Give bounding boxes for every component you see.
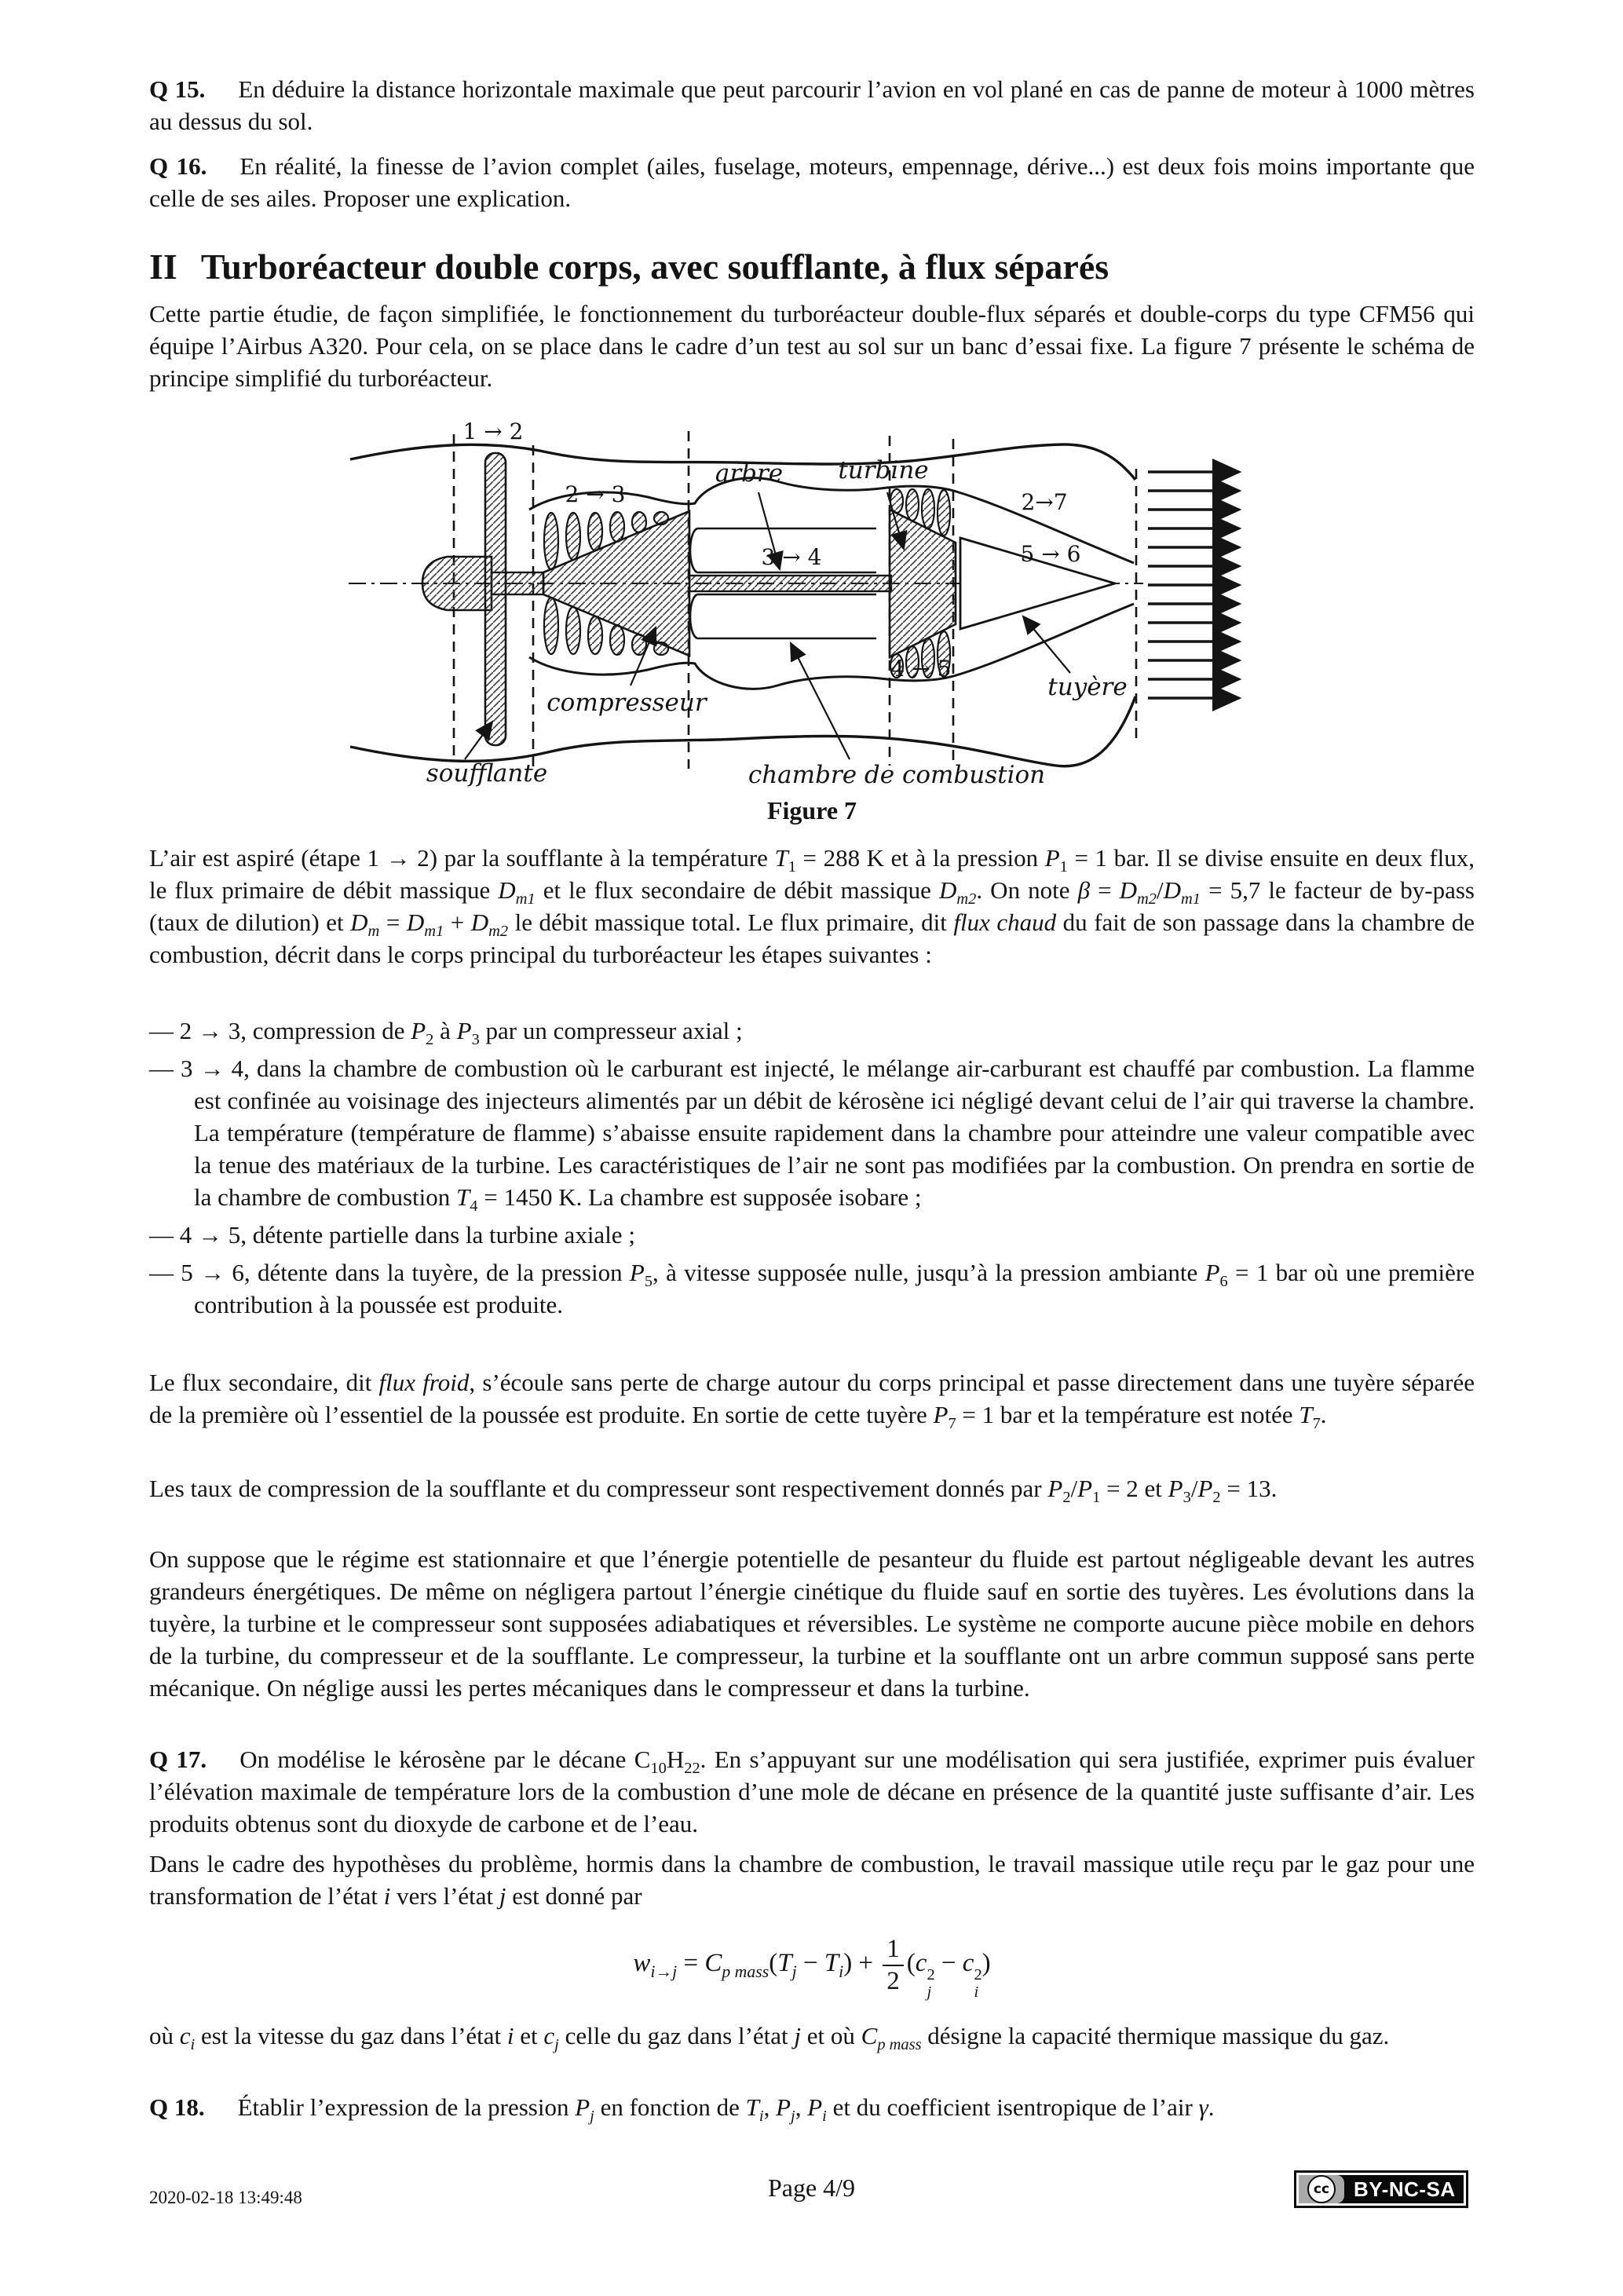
question-16-label: Q 16. bbox=[149, 152, 207, 180]
figure-label-step-2-7: 2→7 bbox=[1021, 489, 1068, 515]
paragraph-hypotheses: Dans le cadre des hypothèses du problème, hormis dans la chambre de combustion, le travail massique utile reçu par le gaz pour une transformation de l’état i vers l’état j est donné par bbox=[149, 1850, 1475, 1910]
figure-label-step-3-4: 3 → 4 bbox=[761, 544, 822, 570]
figure-label-turbine: turbine bbox=[838, 456, 929, 484]
question-17 bbox=[149, 1743, 1475, 1840]
section-heading bbox=[149, 247, 1475, 287]
cc-license-text: BY-NC-SA bbox=[1354, 2177, 1456, 2201]
footer-page-number: Page 4/9 bbox=[767, 2174, 856, 2202]
question-17-text: On modélise le kérosène par le décane $C_{10}H_{22}$. En s’appuyant sur une modélisation qui sera justifiée, exprimer puis évaluer l’élévation maximale de température lors de la combustion d’une mole de décane en présence de la quantité juste suffisante d’air. Les produits obtenus sont du dioxyde de carbone et de l’eau. bbox=[149, 1746, 1475, 1837]
cc-logo-icon: cc bbox=[1307, 2175, 1336, 2203]
question-16 bbox=[149, 150, 1475, 214]
figure-label-step-2-3: 2 → 3 bbox=[565, 481, 626, 507]
figure-label-arbre: arbre bbox=[715, 459, 784, 488]
fan-blade bbox=[485, 453, 506, 745]
cc-logo-panel bbox=[1299, 2175, 1344, 2203]
figure-label-tuyere: tuyère bbox=[1047, 673, 1128, 701]
question-18-text: Établir l’expression de la pression $P_j$ en fonction de $T_i$, $P_j$, $P_i$ et du coefficient isentropique de l’air γ. bbox=[237, 2093, 1215, 2126]
question-17-label: Q 17. bbox=[149, 1746, 207, 1773]
etapes-list bbox=[149, 1015, 1475, 1326]
figure-label-step-4-5: 4 → 5 bbox=[890, 656, 952, 682]
paragraph-air-intake: L’air est aspiré (étape 1 → 2) par la soufflante à la température $T_1 = 288$ K et à la pression $P_1 = 1$ bar. Il se divise ensuite en deux flux, le flux primaire de débit massique $D_{m1}$ et le flux secondaire de débit massique $D_{m2}$. On note $\beta = D_{m2}/D_{m1} = 5,7$ le facteur de by-pass (taux de dilution) et $D_m = D_{m1} + D_{m2}$ le débit massique total. Le flux primaire, dit flux chaud du fait de son passage dans la chambre de combustion, décrit dans le corps principal du turboréacteur les étapes suivantes : bbox=[149, 844, 1475, 968]
question-18 bbox=[149, 2091, 1475, 2126]
section-title: Turboréacteur double corps, avec soufflante, à flux séparés bbox=[200, 247, 1109, 287]
exhaust-flow-arrows bbox=[1148, 472, 1239, 698]
footer-timestamp: 2020-02-18 13:49:48 bbox=[149, 2188, 302, 2207]
section-numeral: II bbox=[149, 247, 177, 287]
list-item-step-3-4: — 3 → 4, dans la chambre de combustion où le carburant est injecté, le mélange air-carburant est chauffé par combustion. La flamme est confinée au voisinage des injecteurs alimentés par un débit de kérosène ici négligé devant celui de l’air qui traverse la chambre. La température (température de flamme) s’abaisse ensuite rapidement dans la chambre pour atteindre une valeur compatible avec la tenue des matériaux de la turbine. Les caractéristiques de l’air ne sont pas modifiées par la combustion. On prendra en sortie de la chambre de combustion $T_4 = 1450$ K. La chambre est supposée isobare ; bbox=[149, 1055, 1475, 1216]
figure-label-soufflante: soufflante bbox=[426, 759, 548, 788]
figure-label-step-1-2: 1 → 2 bbox=[462, 419, 524, 444]
paragraph-flux-froid: Le flux secondaire, dit flux froid, s’écoule sans perte de charge autour du corps principal et passe directement dans une tuyère séparée de la première où l’essentiel de la poussée est produite. En sortie de cette tuyère $P_7 = 1$ bar et la température est notée $T_7$. bbox=[149, 1369, 1475, 1433]
spinner-nose bbox=[422, 557, 492, 610]
cc-license-badge-inner bbox=[1299, 2175, 1464, 2203]
question-18-label: Q 18. bbox=[149, 2093, 205, 2121]
list-item-step-5-6: — 5 → 6, détente dans la tuyère, de la pression $P_5$, à vitesse supposée nulle, jusqu’à la pression ambiante $P_6 = 1$ bar où une première contribution à la poussée est produite. bbox=[149, 1259, 1475, 1318]
paragraph-regime-stationnaire: On suppose que le régime est stationnaire et que l’énergie potentielle de pesanteur du fluide est partout négligeable devant les autres grandeurs énergétiques. De même on négligera partout l’énergie cinétique du fluide sauf en sortie des tuyères. Les évolutions dans la tuyère, la turbine et le compresseur sont supposées adiabatiques et réversibles. Le système ne comporte aucune pièce mobile en dehors de la turbine, du compresseur et de la soufflante. Le compresseur, la turbine et la soufflante ont un arbre commun supposé sans perte mécanique. On néglige aussi les pertes mécaniques dans le compresseur et dans la turbine. bbox=[149, 1545, 1475, 1702]
question-15-label: Q 15. bbox=[149, 75, 206, 103]
paragraph-ou-c: où $c_i$ est la vitesse du gaz dans l’état i et $c_j$ celle du gaz dans l’état j et où $C_{p mass}$ désigne la capacité thermique massique du gaz. bbox=[149, 2022, 1390, 2054]
main-shaft bbox=[689, 576, 891, 591]
question-15-text: En déduire la distance horizontale maximale que peut parcourir l’avion en vol plané en cas de panne de moteur à 1000 mètres au dessus du sol. bbox=[149, 75, 1475, 135]
list-item-step-2-3: — 2 → 3, compression de $P_2$ à $P_3$ par un compresseur axial ; bbox=[149, 1017, 743, 1049]
turbojet-diagram bbox=[338, 411, 1311, 789]
question-16-text: En réalité, la finesse de l’avion complet (ailes, fuselage, moteurs, empennage, dérive...) est deux fois moins importante que celle de ses ailes. Proposer une explication. bbox=[149, 152, 1475, 212]
list-item-step-4-5: — 4 → 5, détente partielle dans la turbine axiale ; bbox=[149, 1221, 635, 1249]
figure-label-chambre-combustion: chambre de combustion bbox=[748, 761, 1046, 789]
cc-license-badge bbox=[1294, 2170, 1468, 2208]
figure-label-step-5-6: 5 → 6 bbox=[1020, 541, 1081, 567]
figure-caption: Figure 7 bbox=[766, 796, 857, 824]
figure-label-compresseur: compresseur bbox=[546, 689, 707, 717]
work-equation: $w_{i\to j} = C_{p mass}(T_j - T_i)$ + $\frac{1}{2}$ (c 2 j − c 2 i ) bbox=[633, 1935, 991, 2001]
section-intro: Cette partie étudie, de façon simplifiée, le fonctionnement du turboréacteur double-flux séparés et double-corps du type CFM56 qui équipe l’Airbus A320. Pour cela, on se place dans le cadre d’un test au sol sur un banc d’essai fixe. La figure 7 présente le schéma de principe simplifié du turboréacteur. bbox=[149, 300, 1475, 392]
figure-7-schematic bbox=[338, 411, 1311, 789]
paragraph-taux-compression: Les taux de compression de la soufflante et du compresseur sont respectivement donnés par $P_2/P_1 = 2$ et $P_3/P_2 = 13$. bbox=[149, 1475, 1278, 1507]
question-15 bbox=[149, 73, 1475, 137]
